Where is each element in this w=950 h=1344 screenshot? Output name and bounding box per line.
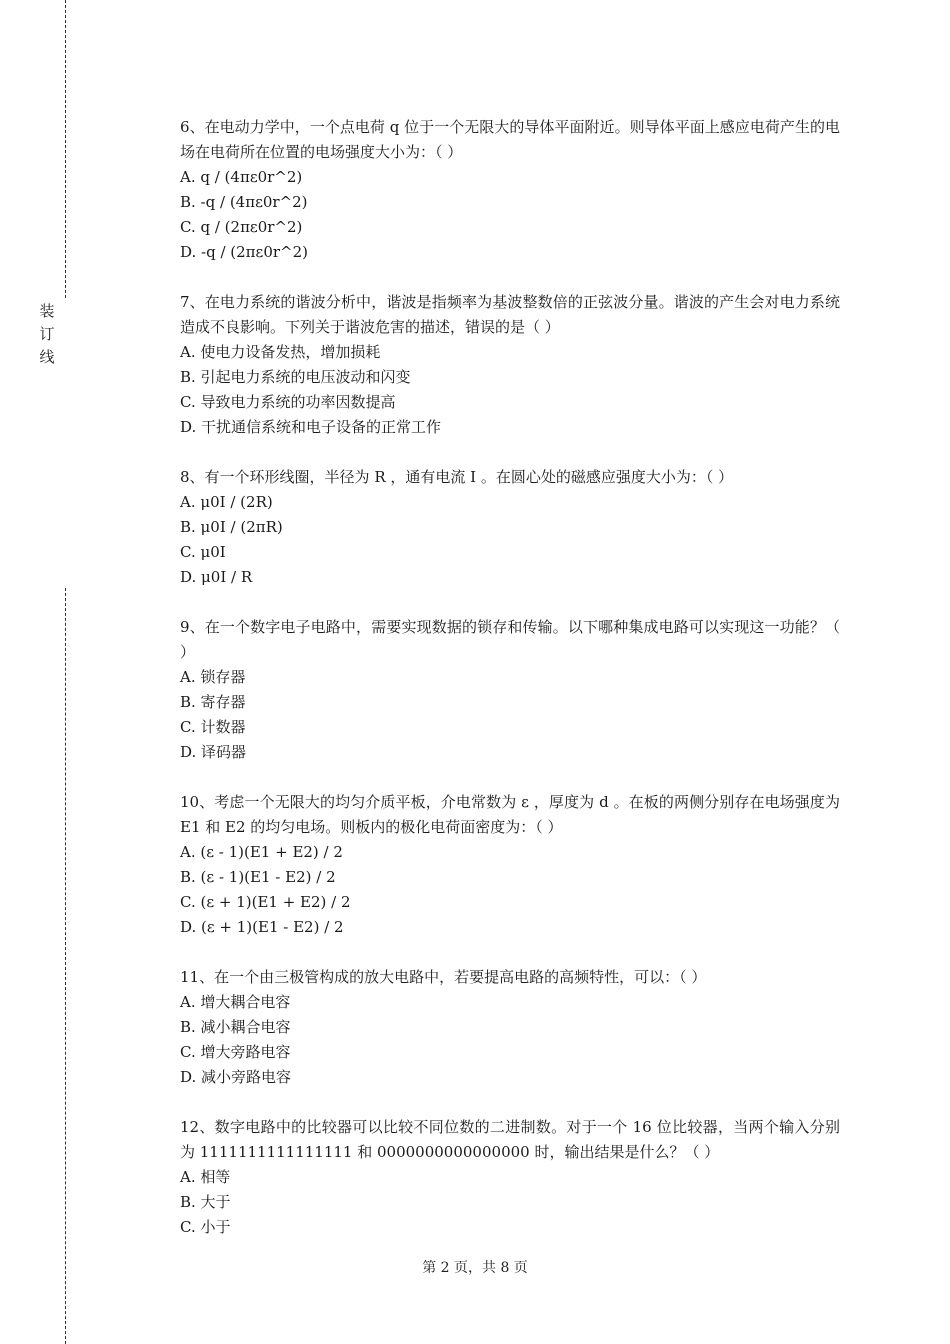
- question-9: [180, 615, 840, 765]
- option-d: D. (ε + 1)(E1 - E2) / 2: [180, 918, 344, 936]
- question-6: [180, 115, 840, 265]
- question-10: [180, 790, 840, 940]
- binding-char: 装: [39, 302, 55, 320]
- option-b: B. (ε - 1)(E1 - E2) / 2: [180, 868, 336, 886]
- question-11: [180, 965, 840, 1090]
- option-d: D. 减小旁路电容: [180, 1068, 292, 1086]
- question-stem: 10、考虑一个无限大的均匀介质平板，介电常数为 ε ，厚度为 d 。在板的两侧分别存在电场强度为 E1 和 E2 的均匀电场。则板内的极化电荷面密度为：（ ）: [180, 793, 840, 836]
- question-12: [180, 1115, 840, 1240]
- page-number: 第 2 页，共 8 页: [422, 1260, 528, 1276]
- question-stem: 11、在一个由三极管构成的放大电路中，若要提高电路的高频特性，可以：（ ）: [180, 968, 707, 986]
- question-stem: 12、数字电路中的比较器可以比较不同位数的二进制数。对于一个 16 位比较器，当两个输入分别为 1111111111111111 和 0000000000000000 时，输出结果是什么？（ ）: [180, 1118, 840, 1161]
- option-a: A. 增大耦合电容: [180, 993, 291, 1011]
- option-b: B. 寄存器: [180, 693, 246, 711]
- question-stem: 9、在一个数字电子电路中，需要实现数据的锁存和传输。以下哪种集成电路可以实现这一功能？（ ）: [180, 618, 840, 661]
- option-b: B. 减小耦合电容: [180, 1018, 291, 1036]
- option-a: A. 使电力设备发热，增加损耗: [180, 343, 381, 361]
- option-c: C. 计数器: [180, 718, 246, 736]
- question-stem: 8、有一个环形线圈，半径为 R ，通有电流 I 。在圆心处的磁感应强度大小为：（ ）: [180, 468, 734, 486]
- option-a: A. 锁存器: [180, 668, 246, 686]
- question-list: [180, 115, 840, 1265]
- option-a: A. (ε - 1)(E1 + E2) / 2: [180, 843, 343, 861]
- question-7: [180, 290, 840, 440]
- option-c: C. q / (2πε0r^2): [180, 218, 303, 236]
- question-stem: 6、在电动力学中，一个点电荷 q 位于一个无限大的导体平面附近。则导体平面上感应电荷产生的电场在电荷所在位置的电场强度大小为：（ ）: [180, 118, 840, 161]
- option-d: D. -q / (2πε0r^2): [180, 243, 308, 261]
- binding-line-top: [65, 0, 66, 298]
- question-8: [180, 465, 840, 590]
- option-b: B. 大于: [180, 1193, 231, 1211]
- option-c: C. 导致电力系统的功率因数提高: [180, 393, 396, 411]
- option-d: D. μ0I / R: [180, 568, 253, 586]
- option-c: C. (ε + 1)(E1 + E2) / 2: [180, 893, 351, 911]
- option-c: C. 增大旁路电容: [180, 1043, 291, 1061]
- binding-label: [36, 300, 58, 369]
- option-c: C. μ0I: [180, 543, 226, 561]
- option-b: B. 引起电力系统的电压波动和闪变: [180, 368, 411, 386]
- option-d: D. 译码器: [180, 743, 247, 761]
- option-b: B. μ0I / (2πR): [180, 518, 283, 536]
- option-c: C. 小于: [180, 1218, 231, 1236]
- binding-char: 订: [39, 325, 55, 343]
- option-a: A. μ0I / (2R): [180, 493, 273, 511]
- binding-char: 线: [39, 348, 55, 366]
- option-a: A. q / (4πε0r^2): [180, 168, 303, 186]
- option-d: D. 干扰通信系统和电子设备的正常工作: [180, 418, 442, 436]
- option-a: A. 相等: [180, 1168, 231, 1186]
- option-b: B. -q / (4πε0r^2): [180, 193, 308, 211]
- question-stem: 7、在电力系统的谐波分析中，谐波是指频率为基波整数倍的正弦波分量。谐波的产生会对电力系统造成不良影响。下列关于谐波危害的描述，错误的是（ ）: [180, 293, 840, 336]
- binding-line-bottom: [65, 588, 66, 1344]
